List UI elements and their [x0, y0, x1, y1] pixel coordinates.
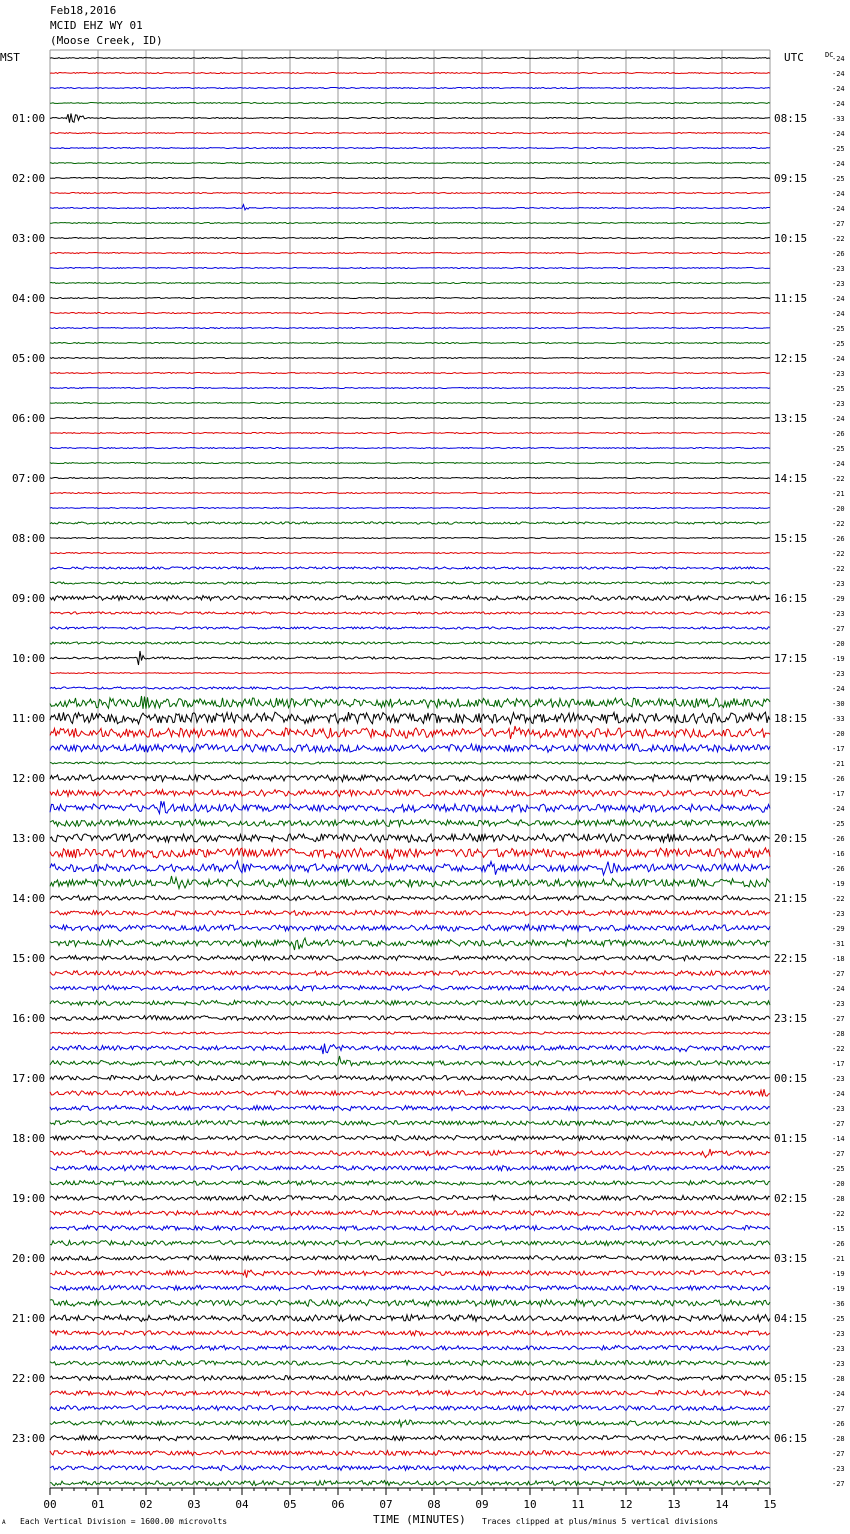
dc-offset-label: -23	[832, 1360, 845, 1368]
trace-row	[50, 1315, 770, 1322]
trace-row	[50, 673, 770, 674]
right-time-label: 08:15	[774, 112, 808, 125]
trace-row	[50, 133, 770, 134]
trace-row	[50, 493, 770, 494]
dc-offset-label: -22	[832, 550, 845, 558]
dc-offset-label: -25	[832, 385, 845, 393]
trace-row	[50, 1226, 770, 1231]
x-tick-label: 06	[331, 1498, 345, 1511]
trace-row	[50, 1076, 770, 1081]
dc-offset-label: -26	[832, 250, 845, 258]
dc-offset-label: -25	[832, 340, 845, 348]
dc-offset-label: -23	[832, 910, 845, 918]
trace-row	[50, 223, 770, 224]
x-axis-title: TIME (MINUTES)	[373, 1513, 466, 1526]
left-time-label: 17:00	[12, 1072, 46, 1085]
clip-note: Traces clipped at plus/minus 5 vertical divisions	[482, 1517, 719, 1526]
right-time-label: 09:15	[774, 172, 808, 185]
trace-row	[50, 801, 770, 814]
dc-offset-label: -23	[832, 610, 845, 618]
trace-row	[50, 163, 770, 164]
dc-offset-label: -26	[832, 535, 845, 543]
trace-row	[50, 508, 770, 509]
dc-offset-label: -23	[832, 1105, 845, 1113]
dc-offset-label: -27	[832, 1480, 845, 1488]
dc-offset-label: -26	[832, 775, 845, 783]
dc-offset-label: -17	[832, 745, 845, 753]
right-time-label: 21:15	[774, 892, 808, 905]
dc-offset-label: -27	[832, 970, 845, 978]
trace-row	[50, 687, 770, 689]
x-tick-label: 10	[523, 1498, 537, 1511]
dc-offset-label: -21	[832, 490, 845, 498]
left-time-labels	[12, 112, 45, 1445]
dc-offset-label: -24	[832, 100, 845, 108]
trace-row	[50, 956, 770, 961]
dc-offset-label: -23	[832, 370, 845, 378]
dc-offset-label: -22	[832, 475, 845, 483]
trace-row	[50, 612, 770, 614]
trace-row	[50, 1180, 770, 1185]
trace-row	[50, 1360, 770, 1365]
trace-row	[50, 418, 770, 419]
dc-offset-label: -19	[832, 1285, 845, 1293]
dc-offset-label: -21	[832, 760, 845, 768]
trace-row	[50, 253, 770, 254]
dc-offset-label: -23	[832, 670, 845, 678]
dc-offset-label: -22	[832, 565, 845, 573]
trace-row	[50, 1481, 770, 1486]
right-time-label: 02:15	[774, 1192, 808, 1205]
dc-offset-label: -26	[832, 835, 845, 843]
left-time-label: 13:00	[12, 832, 46, 845]
x-tick-label: 00	[43, 1498, 57, 1511]
left-time-label: 05:00	[12, 352, 46, 365]
left-time-label: 16:00	[12, 1012, 46, 1025]
x-tick-label: 09	[475, 1498, 489, 1511]
trace-row	[50, 834, 770, 842]
trace-row	[50, 970, 770, 975]
trace-row	[50, 448, 770, 449]
trace-row	[50, 651, 770, 665]
dc-offset-label: -28	[832, 1030, 845, 1038]
trace-row	[50, 696, 770, 709]
trace-row	[50, 925, 770, 932]
left-time-label: 10:00	[12, 652, 46, 665]
dc-offset-label: -22	[832, 1210, 845, 1218]
trace-row	[50, 1330, 770, 1335]
trace-row	[50, 861, 770, 875]
trace-row	[50, 726, 770, 739]
left-time-label: 18:00	[12, 1132, 46, 1145]
trace-row	[50, 538, 770, 539]
trace-row	[50, 268, 770, 269]
left-time-label: 09:00	[12, 592, 46, 605]
right-time-label: 22:15	[774, 952, 808, 965]
dc-offset-label: -24	[832, 460, 845, 468]
dc-offset-label: -24	[832, 160, 845, 168]
right-time-label: 03:15	[774, 1252, 808, 1265]
trace-row	[50, 1106, 770, 1111]
dc-offset-label: -25	[832, 1165, 845, 1173]
x-tick-label: 08	[427, 1498, 441, 1511]
dc-offset-label: -24	[832, 985, 845, 993]
dc-offset-label: -16	[832, 850, 845, 858]
left-time-label: 04:00	[12, 292, 46, 305]
dc-offset-label: -27	[832, 1120, 845, 1128]
trace-row	[50, 178, 770, 179]
dc-offset-label: -24	[832, 130, 845, 138]
trace-row	[50, 463, 770, 464]
trace-row	[50, 103, 770, 104]
dc-offset-label: -23	[832, 1000, 845, 1008]
dc-offset-label: -27	[832, 1015, 845, 1023]
dc-offset-label: -24	[832, 805, 845, 813]
dc-offset-label: -26	[832, 1240, 845, 1248]
dc-offset-label: -33	[832, 115, 845, 123]
dc-offset-label: -17	[832, 790, 845, 798]
trace-row	[50, 1300, 770, 1307]
dc-offset-label: -25	[832, 175, 845, 183]
trace-row	[50, 895, 770, 900]
x-tick-label: 14	[715, 1498, 729, 1511]
trace-row	[50, 114, 770, 123]
trace-row	[50, 1015, 770, 1020]
dc-offset-label: -23	[832, 1465, 845, 1473]
trace-group	[50, 58, 770, 1486]
trace-row	[50, 848, 770, 859]
trace-row	[50, 1000, 770, 1005]
right-time-label: 17:15	[774, 652, 808, 665]
dc-offset-label: -23	[832, 1075, 845, 1083]
trace-row	[50, 73, 770, 74]
x-tick-label: 04	[235, 1498, 249, 1511]
header-line-station: MCID EHZ WY 01	[50, 19, 143, 32]
trace-row	[50, 1376, 770, 1381]
trace-row	[50, 567, 770, 569]
trace-row	[50, 388, 770, 389]
trace-row	[50, 373, 770, 374]
dc-offset-label: -28	[832, 1375, 845, 1383]
dc-offset-label: -26	[832, 430, 845, 438]
trace-row	[50, 596, 770, 601]
trace-row	[50, 1120, 770, 1125]
trace-row	[50, 1136, 770, 1141]
dc-offset-label: -25	[832, 820, 845, 828]
right-time-label: 10:15	[774, 232, 808, 245]
dc-offset-label: -25	[832, 145, 845, 153]
trace-row	[50, 1406, 770, 1411]
trace-row	[50, 712, 770, 724]
trace-row	[50, 938, 770, 950]
left-time-label: 15:00	[12, 952, 46, 965]
dc-offset-label: -19	[832, 655, 845, 663]
right-time-label: 15:15	[774, 532, 808, 545]
header-line-date: Feb18,2016	[50, 4, 117, 17]
dc-offset-label: -31	[832, 940, 845, 948]
dc-offset-label: -24	[832, 70, 845, 78]
dc-offset-label: -24	[832, 190, 845, 198]
x-tick-label: 01	[91, 1498, 105, 1511]
left-axis-label: MST	[0, 51, 20, 64]
dc-offset-label: -27	[832, 220, 845, 228]
left-time-label: 08:00	[12, 532, 46, 545]
right-time-label: 00:15	[774, 1072, 808, 1085]
dc-offset-label: -19	[832, 1270, 845, 1278]
dc-offset-label: -22	[832, 1045, 845, 1053]
right-time-label: 05:15	[774, 1372, 808, 1385]
left-time-label: 07:00	[12, 472, 46, 485]
dc-offset-label: -27	[832, 1405, 845, 1413]
dc-offset-label: -23	[832, 280, 845, 288]
dc-offset-label: -24	[832, 415, 845, 423]
trace-row	[50, 1285, 770, 1290]
trace-row	[50, 522, 770, 524]
dc-offset-label: -20	[832, 505, 845, 513]
trace-row	[50, 1466, 770, 1471]
trace-row	[50, 876, 770, 889]
dc-offset-label: -24	[832, 205, 845, 213]
left-time-label: 23:00	[12, 1432, 46, 1445]
x-tick-label: 11	[571, 1498, 585, 1511]
dc-offset-label: -24	[832, 55, 845, 63]
trace-row	[50, 1391, 770, 1396]
dc-offset-label: -33	[832, 715, 845, 723]
trace-row	[50, 1270, 770, 1278]
trace-row	[50, 313, 770, 314]
x-tick-label: 05	[283, 1498, 297, 1511]
left-time-label: 14:00	[12, 892, 46, 905]
trace-row	[50, 1165, 770, 1170]
trace-row	[50, 403, 770, 404]
dc-offset-label: -19	[832, 880, 845, 888]
dc-offset-label: -23	[832, 400, 845, 408]
dc-offset-label: -22	[832, 235, 845, 243]
x-tick-label: 15	[763, 1498, 777, 1511]
dc-offset-label: -26	[832, 865, 845, 873]
left-time-label: 21:00	[12, 1312, 46, 1325]
dc-offset-label: -29	[832, 595, 845, 603]
dc-offset-label: -24	[832, 1390, 845, 1398]
dc-offset-label: -25	[832, 325, 845, 333]
left-time-label: 06:00	[12, 412, 46, 425]
trace-row	[50, 1195, 770, 1200]
trace-row	[50, 298, 770, 299]
trace-row	[50, 985, 770, 990]
right-time-label: 06:15	[774, 1432, 808, 1445]
dc-offset-label: -29	[832, 925, 845, 933]
dc-label: DC	[825, 51, 834, 59]
x-tick-label: 03	[187, 1498, 201, 1511]
right-time-label: 04:15	[774, 1312, 808, 1325]
trace-row	[50, 775, 770, 782]
trace-row	[50, 1241, 770, 1246]
left-time-label: 02:00	[12, 172, 46, 185]
right-time-label: 14:15	[774, 472, 808, 485]
trace-row	[50, 1149, 770, 1158]
trace-row	[50, 328, 770, 329]
trace-row	[50, 627, 770, 629]
left-time-label: 11:00	[12, 712, 46, 725]
dc-offset-label: -30	[832, 700, 845, 708]
trace-row	[50, 1256, 770, 1261]
right-time-label: 20:15	[774, 832, 808, 845]
right-axis-label: UTC	[784, 51, 804, 64]
trace-row	[50, 1345, 770, 1350]
x-tick-label: 07	[379, 1498, 393, 1511]
trace-row	[50, 193, 770, 194]
trace-row	[50, 148, 770, 149]
left-time-label: 22:00	[12, 1372, 46, 1385]
trace-row	[50, 343, 770, 344]
dc-offset-label: -15	[832, 1225, 845, 1233]
dc-offset-label: -23	[832, 580, 845, 588]
dc-offset-label: -20	[832, 1180, 845, 1188]
x-tick-label: 13	[667, 1498, 681, 1511]
dc-offset-label: -36	[832, 1300, 845, 1308]
right-time-label: 18:15	[774, 712, 808, 725]
dc-offset-label: -23	[832, 1345, 845, 1353]
right-time-label: 11:15	[774, 292, 808, 305]
right-time-label: 23:15	[774, 1012, 808, 1025]
trace-row	[50, 58, 770, 59]
dc-offset-label: -23	[832, 265, 845, 273]
dc-offset-label: -24	[832, 1090, 845, 1098]
dc-offset-label: -14	[832, 1135, 845, 1143]
trace-row	[50, 1089, 770, 1096]
trace-row	[50, 1056, 770, 1066]
dc-offset-label: -21	[832, 1255, 845, 1263]
dc-offset-label: -27	[832, 1150, 845, 1158]
trace-row	[50, 1450, 770, 1455]
trace-row	[50, 819, 770, 826]
dc-offset-label: -22	[832, 520, 845, 528]
trace-row	[50, 553, 770, 554]
dc-offset-label: -18	[832, 955, 845, 963]
trace-row	[50, 1211, 770, 1216]
right-time-label: 12:15	[774, 352, 808, 365]
dc-offset-label: -24	[832, 85, 845, 93]
trace-row	[50, 205, 770, 210]
trace-row	[50, 1032, 770, 1034]
dc-offset-labels	[832, 55, 845, 1488]
left-time-label: 12:00	[12, 772, 46, 785]
trace-row	[50, 358, 770, 359]
x-tick-label: 12	[619, 1498, 633, 1511]
dc-offset-label: -20	[832, 640, 845, 648]
trace-row	[50, 478, 770, 479]
trace-row	[50, 433, 770, 434]
trace-row	[50, 88, 770, 89]
dc-offset-label: -28	[832, 1195, 845, 1203]
dc-offset-label: -23	[832, 1330, 845, 1338]
dc-offset-label: -25	[832, 445, 845, 453]
right-time-label: 13:15	[774, 412, 808, 425]
trace-row	[50, 238, 770, 239]
dc-offset-label: -24	[832, 685, 845, 693]
dc-offset-label: -20	[832, 730, 845, 738]
trace-row	[50, 1044, 770, 1054]
trace-row	[50, 1420, 770, 1427]
left-time-label: 19:00	[12, 1192, 46, 1205]
dc-offset-label: -24	[832, 355, 845, 363]
right-time-labels	[774, 112, 807, 1445]
trace-row	[50, 582, 770, 584]
trace-row	[50, 790, 770, 797]
dc-offset-label: -22	[832, 895, 845, 903]
dc-offset-label: -28	[832, 1435, 845, 1443]
dc-offset-label: -27	[832, 625, 845, 633]
x-axis	[43, 1488, 776, 1511]
dc-offset-label: -24	[832, 310, 845, 318]
trace-row	[50, 910, 770, 915]
trace-row	[50, 744, 770, 752]
left-time-label: 20:00	[12, 1252, 46, 1265]
dc-offset-label: -24	[832, 295, 845, 303]
scale-note: Each Vertical Division = 1600.00 microvolts	[20, 1517, 228, 1526]
trace-row	[50, 1435, 770, 1440]
trace-row	[50, 762, 770, 764]
left-time-label: 03:00	[12, 232, 46, 245]
trace-row	[50, 283, 770, 284]
header-line-location: (Moose Creek, ID)	[50, 34, 163, 47]
dc-offset-label: -25	[832, 1315, 845, 1323]
left-time-label: 01:00	[12, 112, 46, 125]
right-time-label: 19:15	[774, 772, 808, 785]
x-tick-label: 02	[139, 1498, 153, 1511]
right-time-label: 16:15	[774, 592, 808, 605]
dc-offset-label: -27	[832, 1450, 845, 1458]
footer-left-mark: A	[2, 1519, 6, 1526]
trace-row	[50, 642, 770, 644]
dc-offset-label: -26	[832, 1420, 845, 1428]
dc-offset-label: -17	[832, 1060, 845, 1068]
right-time-label: 01:15	[774, 1132, 808, 1145]
